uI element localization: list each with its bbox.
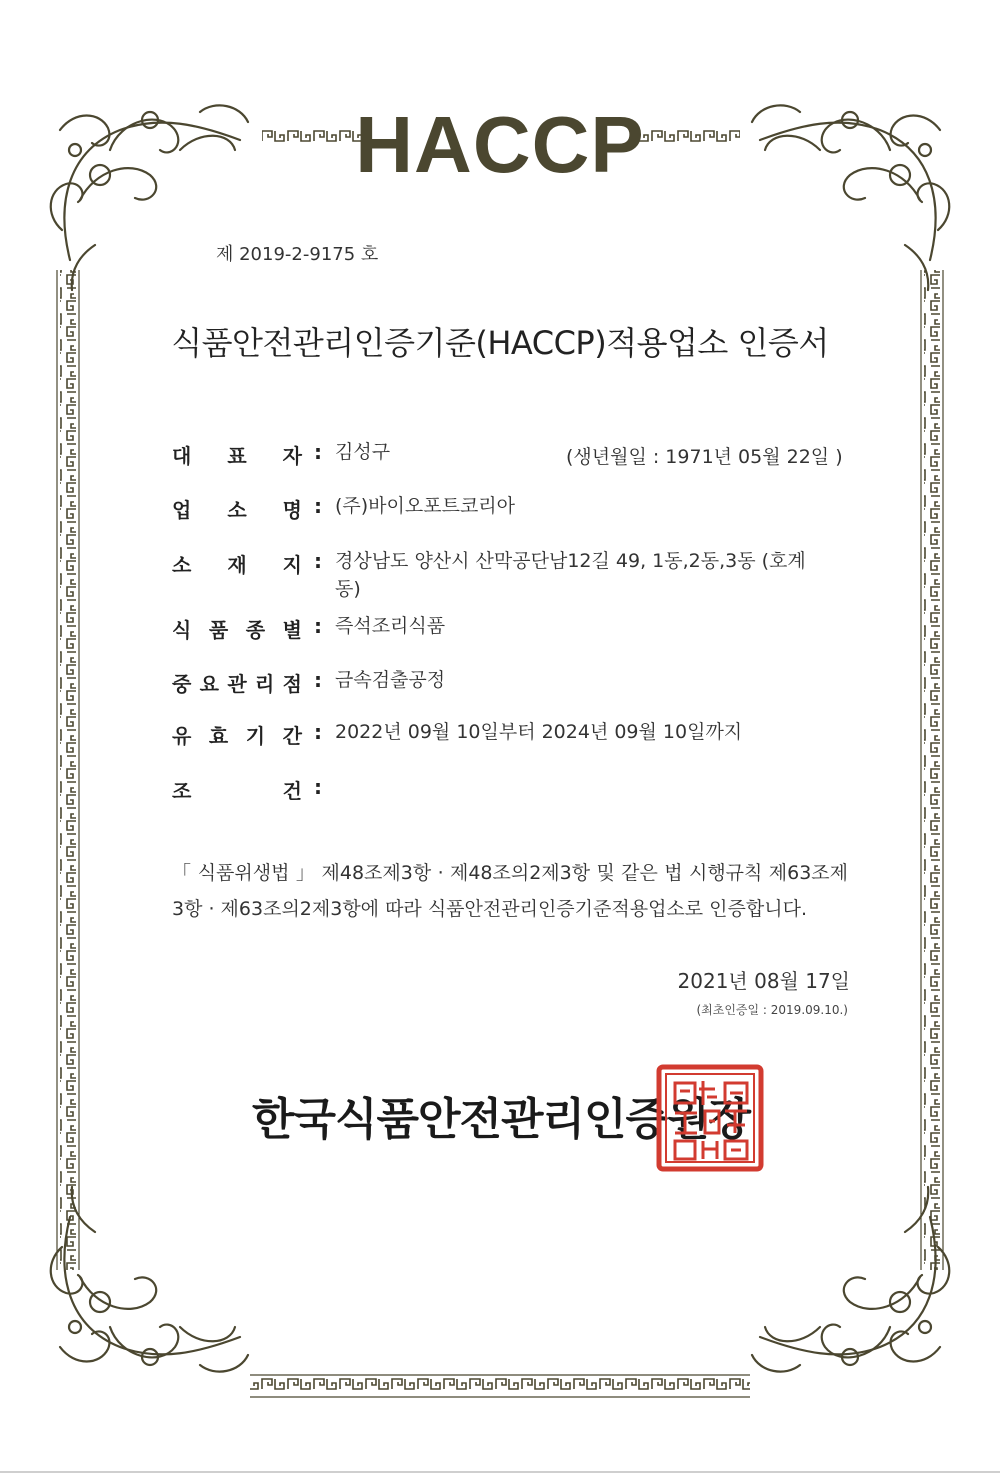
field-label-char: 소 — [227, 498, 247, 522]
field-label-char: 기 — [245, 724, 266, 748]
field-label-char: 명 — [282, 498, 302, 522]
certificate-title: 식품안전관리인증기준(HACCP)적용업소 인증서 — [171, 324, 829, 362]
field-label-char: 대 — [172, 444, 192, 468]
field-label — [172, 668, 302, 697]
field-label-char: 관 — [227, 672, 247, 696]
field-label-char: 리 — [254, 672, 275, 696]
field-value: 김성구 — [335, 441, 391, 463]
field-colon: : — [314, 440, 322, 464]
field-label-char: 요 — [199, 672, 219, 696]
field-label — [172, 549, 302, 578]
field-colon: : — [314, 614, 322, 638]
field-label-char: 지 — [282, 553, 302, 577]
certificate-number: 제 2019-2-9175 호 — [216, 244, 379, 265]
field-value: 금속검출공정 — [335, 669, 446, 691]
field-colon: : — [314, 668, 322, 692]
field-value: (주)바이오포트코리아 — [335, 495, 516, 517]
issue-date: 2021년 08월 17일 — [677, 969, 850, 993]
first-certification-date: (최초인증일 : 2019.09.10.) — [696, 1003, 848, 1017]
field-label-char: 소 — [172, 553, 192, 577]
field-label-char: 중 — [172, 672, 192, 696]
birth-date: (생년월일 : 1971년 05월 22일 ) — [566, 446, 843, 468]
field-label-char: 식 — [172, 618, 192, 642]
field-label-char: 종 — [245, 618, 266, 642]
field-label-char: 품 — [208, 618, 229, 642]
field-label-char: 효 — [208, 724, 229, 748]
field-colon: : — [314, 775, 322, 799]
field-label-char: 점 — [282, 672, 302, 696]
field-label-char: 업 — [172, 498, 192, 522]
field-label-char: 조 — [172, 779, 192, 803]
field-value: 즉석조리식품 — [335, 615, 446, 637]
field-label-char: 건 — [282, 779, 302, 803]
field-colon: : — [314, 549, 322, 573]
field-label — [172, 494, 302, 523]
field-label — [172, 720, 302, 749]
issuer-name: 한국식품안전관리인증원장 — [252, 1094, 751, 1145]
field-value: 2022년 09월 10일부터 2024년 09월 10일까지 — [335, 721, 743, 743]
field-label — [172, 614, 302, 643]
field-label-char: 재 — [227, 553, 247, 577]
field-label — [172, 440, 302, 469]
field-label-char: 자 — [282, 444, 302, 468]
haccp-logo-text: HACCP — [355, 100, 645, 189]
field-colon: : — [314, 720, 322, 744]
field-label-char: 유 — [172, 724, 192, 748]
field-value: 경상남도 양산시 산막공단남12길 49, 1동,2동,3동 (호계동) — [335, 550, 806, 600]
field-label-char: 간 — [282, 724, 302, 748]
field-label-char: 별 — [282, 618, 302, 642]
field-label — [172, 775, 302, 804]
field-label-char: 표 — [227, 444, 247, 468]
official-seal-icon — [655, 1063, 765, 1173]
field-colon: : — [314, 494, 322, 518]
legal-statement: 「 식품위생법 」 제48조제3항 · 제48조의2제3항 및 같은 법 시행규칙 제63조제3항 · 제63조의2제3항에 따라 식품안전관리인증기준적용업소로 인증합니다. — [172, 862, 848, 920]
